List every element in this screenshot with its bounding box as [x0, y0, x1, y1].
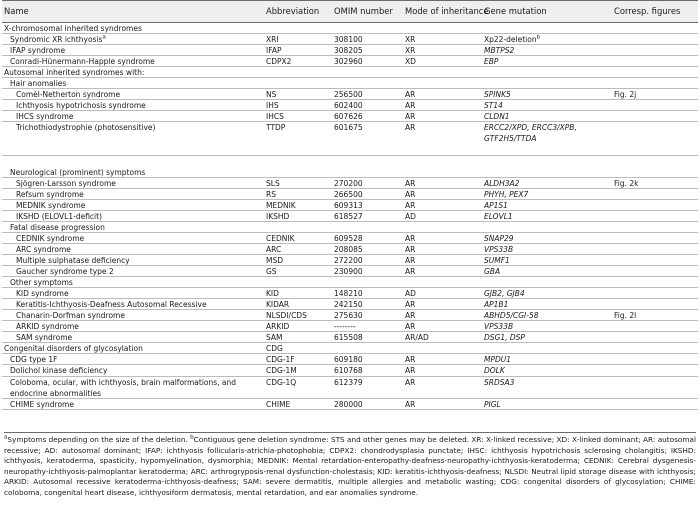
- cell-gene: AP1B1: [484, 300, 509, 310]
- cell-name: Refsum syndrome: [16, 189, 84, 199]
- cell-name: ARKID syndrome: [16, 322, 79, 332]
- cell-omim: 242150: [334, 300, 363, 310]
- cell-abbr: CDG-1F: [266, 355, 295, 365]
- cell-mode: AR: [405, 101, 416, 111]
- cell-mode: AR: [405, 399, 416, 409]
- table-row: [2, 299, 698, 310]
- cell-omim: --------: [334, 322, 356, 332]
- cell-mode: AR: [405, 178, 416, 188]
- cell-name: IHCS syndrome: [16, 112, 74, 122]
- cell-abbr: NLSDI/CDS: [266, 311, 307, 321]
- cell-gene: ELOVL1: [484, 211, 513, 221]
- table-row: [2, 321, 698, 332]
- cell-omim: 607626: [334, 112, 363, 122]
- cell-mode: AR: [405, 377, 416, 387]
- cell-omim: 610768: [334, 366, 363, 376]
- cell-gene: CLDN1: [484, 112, 510, 122]
- cell-omim: 256500: [334, 90, 363, 100]
- cell-omim: 308100: [334, 35, 363, 45]
- cell-abbr: TTDP: [266, 123, 286, 133]
- cell-omim: 275630: [334, 311, 363, 321]
- cell-fig: Fig. 2k: [614, 178, 639, 188]
- cell-name: Fatal disease progression: [10, 222, 105, 232]
- cell-name: Congenital disorders of glycosylation: [4, 344, 143, 354]
- cell-mode: AR: [405, 244, 416, 254]
- table-row: [2, 211, 698, 222]
- cell-abbr: KID: [266, 289, 279, 299]
- cell-abbr: IKSHD: [266, 211, 290, 221]
- cell-omim: 612379: [334, 377, 363, 387]
- cell-name: Gaucher syndrome type 2: [16, 267, 114, 277]
- cell-mode: AR: [405, 200, 416, 210]
- table-row: [2, 100, 698, 111]
- cell-mode: AR/AD: [405, 333, 429, 343]
- cell-name: Conradi-Hünermann-Happle syndrome: [10, 57, 155, 67]
- cell-name: ARC syndrome: [16, 244, 71, 254]
- cell-omim: 280000: [334, 399, 363, 409]
- footnote-a-text: Symptoms depending on the size of the deletion.: [7, 435, 191, 444]
- cell-abbr: IHS: [266, 101, 279, 111]
- cell-mode: AR: [405, 311, 416, 321]
- cell-mode: AR: [405, 90, 416, 100]
- cell-mode: AR: [405, 123, 416, 133]
- cell-gene: AP1S1: [484, 200, 508, 210]
- cell-abbr: XRI: [266, 35, 279, 45]
- table-row: [2, 310, 698, 321]
- syndromes-table: [2, 0, 698, 410]
- table-footnotes: [4, 432, 696, 499]
- cell-name: Sjögren-Larsson syndrome: [16, 178, 116, 188]
- cell-gene: SNAP29: [484, 233, 514, 243]
- cell-name: IFAP syndrome: [10, 46, 66, 56]
- cell-mode: AR: [405, 112, 416, 122]
- cell-abbr: GS: [266, 267, 277, 277]
- table-row: [2, 200, 698, 211]
- cell-name: Multiple sulphatase deficiency: [16, 255, 130, 265]
- cell-abbr: MEDNIK: [266, 200, 296, 210]
- cell-name: Comèl-Netherton syndrome: [16, 90, 121, 100]
- table-row: [2, 377, 698, 399]
- cell-omim: 208085: [334, 244, 363, 254]
- cell-gene: ABHD5/CGI-58: [484, 311, 539, 321]
- cell-abbr: KIDAR: [266, 300, 290, 310]
- table-row: [2, 178, 698, 189]
- cell-mode: XR: [405, 35, 416, 45]
- cell-omim: 308205: [334, 46, 363, 56]
- cell-mode: AR: [405, 189, 416, 199]
- cell-name: CHIME syndrome: [10, 399, 74, 409]
- cell-abbr: CDG-1Q: [266, 377, 297, 387]
- cell-name: CEDNIK syndrome: [16, 233, 85, 243]
- cell-name: CDG type 1F: [10, 355, 58, 365]
- table-header: [2, 0, 698, 23]
- cell-mode: AR: [405, 233, 416, 243]
- cell-abbr: CDPX2: [266, 57, 292, 67]
- table-row: [2, 89, 698, 100]
- table-row: [2, 266, 698, 277]
- table-subsection-row: [2, 167, 698, 178]
- cell-fig: Fig. 2l: [614, 311, 637, 321]
- cell-gene: SPINK5: [484, 90, 511, 100]
- cell-name: Autosomal inherited syndromes with:: [4, 68, 145, 78]
- table-row: [2, 156, 698, 167]
- table-body: [2, 23, 698, 410]
- cell-gene: GBA: [484, 267, 501, 277]
- header-name: Name: [4, 6, 29, 16]
- cell-omim: 302960: [334, 57, 363, 67]
- cell-gene-wrap: [484, 34, 540, 45]
- cell-gene: PHYH, PEX7: [484, 189, 529, 199]
- cell-abbr: IFAP: [266, 46, 282, 56]
- table-row: [2, 233, 698, 244]
- cell-omim: 602400: [334, 101, 363, 111]
- table-row: [2, 111, 698, 122]
- header-abbreviation: Abbreviation: [266, 6, 320, 16]
- table-section-row: [2, 23, 698, 34]
- cell-mode: AR: [405, 255, 416, 265]
- cell-name: KID syndrome: [16, 289, 69, 299]
- table-row: [2, 354, 698, 365]
- cell-mode: AR: [405, 267, 416, 277]
- cell-gene: ERCC2/XPD, ERCC3/XPB, GTF2H5/TTDA: [484, 123, 577, 144]
- cell-gene: ALDH3A2: [484, 178, 520, 188]
- cell-abbr: SLS: [266, 178, 280, 188]
- cell-omim: 615508: [334, 333, 363, 343]
- cell-omim: 618527: [334, 211, 363, 221]
- cell-gene: VPS33B: [484, 322, 514, 332]
- cell-gene: EBP: [484, 57, 499, 67]
- cell-gene: Xp22-deletion: [484, 35, 537, 45]
- cell-abbr: CDG: [266, 344, 283, 354]
- cell-mode: AD: [405, 211, 416, 221]
- cell-gene: SUMF1: [484, 255, 510, 265]
- table-subsection-row: [2, 78, 698, 89]
- table-row: [2, 189, 698, 200]
- table-row: [2, 365, 698, 376]
- cell-name: IKSHD (ELOVL1-deficit): [16, 211, 102, 221]
- cell-gene: GJB2, GJB4: [484, 289, 525, 299]
- cell-name: Other symptoms: [10, 278, 73, 288]
- table-row: [2, 45, 698, 56]
- header-inheritance: Mode of inheritance: [405, 6, 489, 16]
- cell-omim: 148210: [334, 289, 363, 299]
- cell-omim: 601675: [334, 123, 363, 133]
- cell-name: Keratitis-Ichthyosis-Deafness Autosomal Recessive: [16, 300, 207, 310]
- cell-gene: DSG1, DSP: [484, 333, 525, 343]
- cell-gene: MBTPS2: [484, 46, 515, 56]
- cell-name: Dolichol kinase deficiency: [10, 366, 108, 376]
- header-figures: Corresp. figures: [614, 6, 681, 16]
- table-subsection-row: [2, 277, 698, 288]
- cell-mode: AR: [405, 300, 416, 310]
- footnote-b-mark: b: [190, 434, 194, 441]
- cell-abbr: MSD: [266, 255, 284, 265]
- cell-name: Syndromic XR ichthyosis: [10, 35, 103, 45]
- cell-abbr: CDG-1M: [266, 366, 297, 376]
- cell-gene: PIGL: [484, 399, 501, 409]
- cell-omim: 609180: [334, 355, 363, 365]
- cell-abbr: CEDNIK: [266, 233, 295, 243]
- cell-abbr: IHCS: [266, 112, 284, 122]
- header-gene: Gene mutation: [484, 6, 547, 16]
- cell-name: MEDNIK syndrome: [16, 200, 86, 210]
- cell-mode: AD: [405, 289, 416, 299]
- table-row: [2, 399, 698, 410]
- cell-name: SAM syndrome: [16, 333, 73, 343]
- footnote-a-mark: a: [4, 434, 8, 441]
- cell-name: Chanarin-Dorfman syndrome: [16, 311, 125, 321]
- cell-omim: 270200: [334, 178, 363, 188]
- cell-mode: AR: [405, 322, 416, 332]
- cell-abbr: SAM: [266, 333, 283, 343]
- cell-name-wrap: [4, 34, 106, 45]
- table-row: [2, 56, 698, 67]
- cell-gene: MPDU1: [484, 355, 512, 365]
- cell-abbr: RS: [266, 189, 276, 199]
- cell-gene: ST14: [484, 101, 503, 111]
- cell-abbr: NS: [266, 90, 277, 100]
- cell-abbr: ARKID: [266, 322, 290, 332]
- footnote-marker: a: [102, 34, 106, 41]
- cell-name: Neurological (prominent) symptoms: [10, 167, 146, 177]
- cell-name: Hair anomalies: [10, 79, 67, 89]
- table-row: [2, 34, 698, 45]
- header-omim: OMIM number: [334, 6, 393, 16]
- table-section-row: [2, 343, 698, 354]
- cell-omim: 609528: [334, 233, 363, 243]
- table-row: [2, 122, 698, 155]
- cell-gene: VPS33B: [484, 244, 514, 254]
- cell-mode: XD: [405, 57, 416, 67]
- cell-mode: XR: [405, 46, 416, 56]
- cell-abbr: CHIME: [266, 399, 291, 409]
- cell-fig: Fig. 2j: [614, 90, 637, 100]
- table-row: [2, 244, 698, 255]
- cell-name: Ichthyosis hypotrichosis syndrome: [16, 101, 146, 111]
- cell-gene: DOLK: [484, 366, 505, 376]
- cell-omim: 266500: [334, 189, 363, 199]
- cell-mode: AR: [405, 366, 416, 376]
- table-row: [2, 288, 698, 299]
- footnote-b-text: Contiguous gene deletion syndrome: STS and other genes may be deleted. XR: X-linked recessive; XD: X-linked dominant; AR: autosomal recessive; AD: autosomal dominant; IFAP: ichthyosis follicularis-atrichia-photophobia; CDPX2: chondrodysplasia punctate; IHSC: ichthyosis hypotrichosis sclerosing cholangitis; IKSHD: ichthyosis, keratoderma, spasticity, hypomyelination, dysmorphia; MEDNIK: Mental retardation-enteropathy-deafness-neuropathy-ichthyosis-keratoderma; CEDNIK: Cerebral dysgenesis-neuropathy-ichthyosis-palmoplantar keratoderma; ARC: arthrogryposis-renal dysfunction-cholestasis; KID: keratitis-ichthyosis-deafness; NLSDI: Neutral lipid storage disease with ichthyosis; ARKID: Autosomal recessive keratoderma-ichthyosis-deafness; SAM: severe dermatitis, multiple allergies and metabolic wasting; CDG: congenital disorders of glycosylation; CHIME: coloboma, congenital heart disease, ichthyosiform dermatosis, mental retardation, and ear anomalies syndrome.: [4, 435, 696, 497]
- cell-omim: 230900: [334, 267, 363, 277]
- table-section-row: [2, 67, 698, 78]
- footnote-marker: b: [536, 34, 541, 41]
- cell-name: Coloboma, ocular, with ichthyosis, brain malformations, and endocrine abnormalities: [10, 377, 237, 398]
- cell-omim: 272200: [334, 255, 363, 265]
- cell-name: Trichothiodystrophie (photosensitive): [16, 123, 156, 133]
- table-row: [2, 255, 698, 266]
- table-row: [2, 332, 698, 343]
- table-subsection-row: [2, 222, 698, 233]
- cell-gene: SRDSA3: [484, 377, 515, 387]
- cell-mode: AR: [405, 355, 416, 365]
- cell-abbr: ARC: [266, 244, 282, 254]
- cell-omim: 609313: [334, 200, 363, 210]
- cell-name: X-chromosomal inherited syndromes: [4, 24, 142, 33]
